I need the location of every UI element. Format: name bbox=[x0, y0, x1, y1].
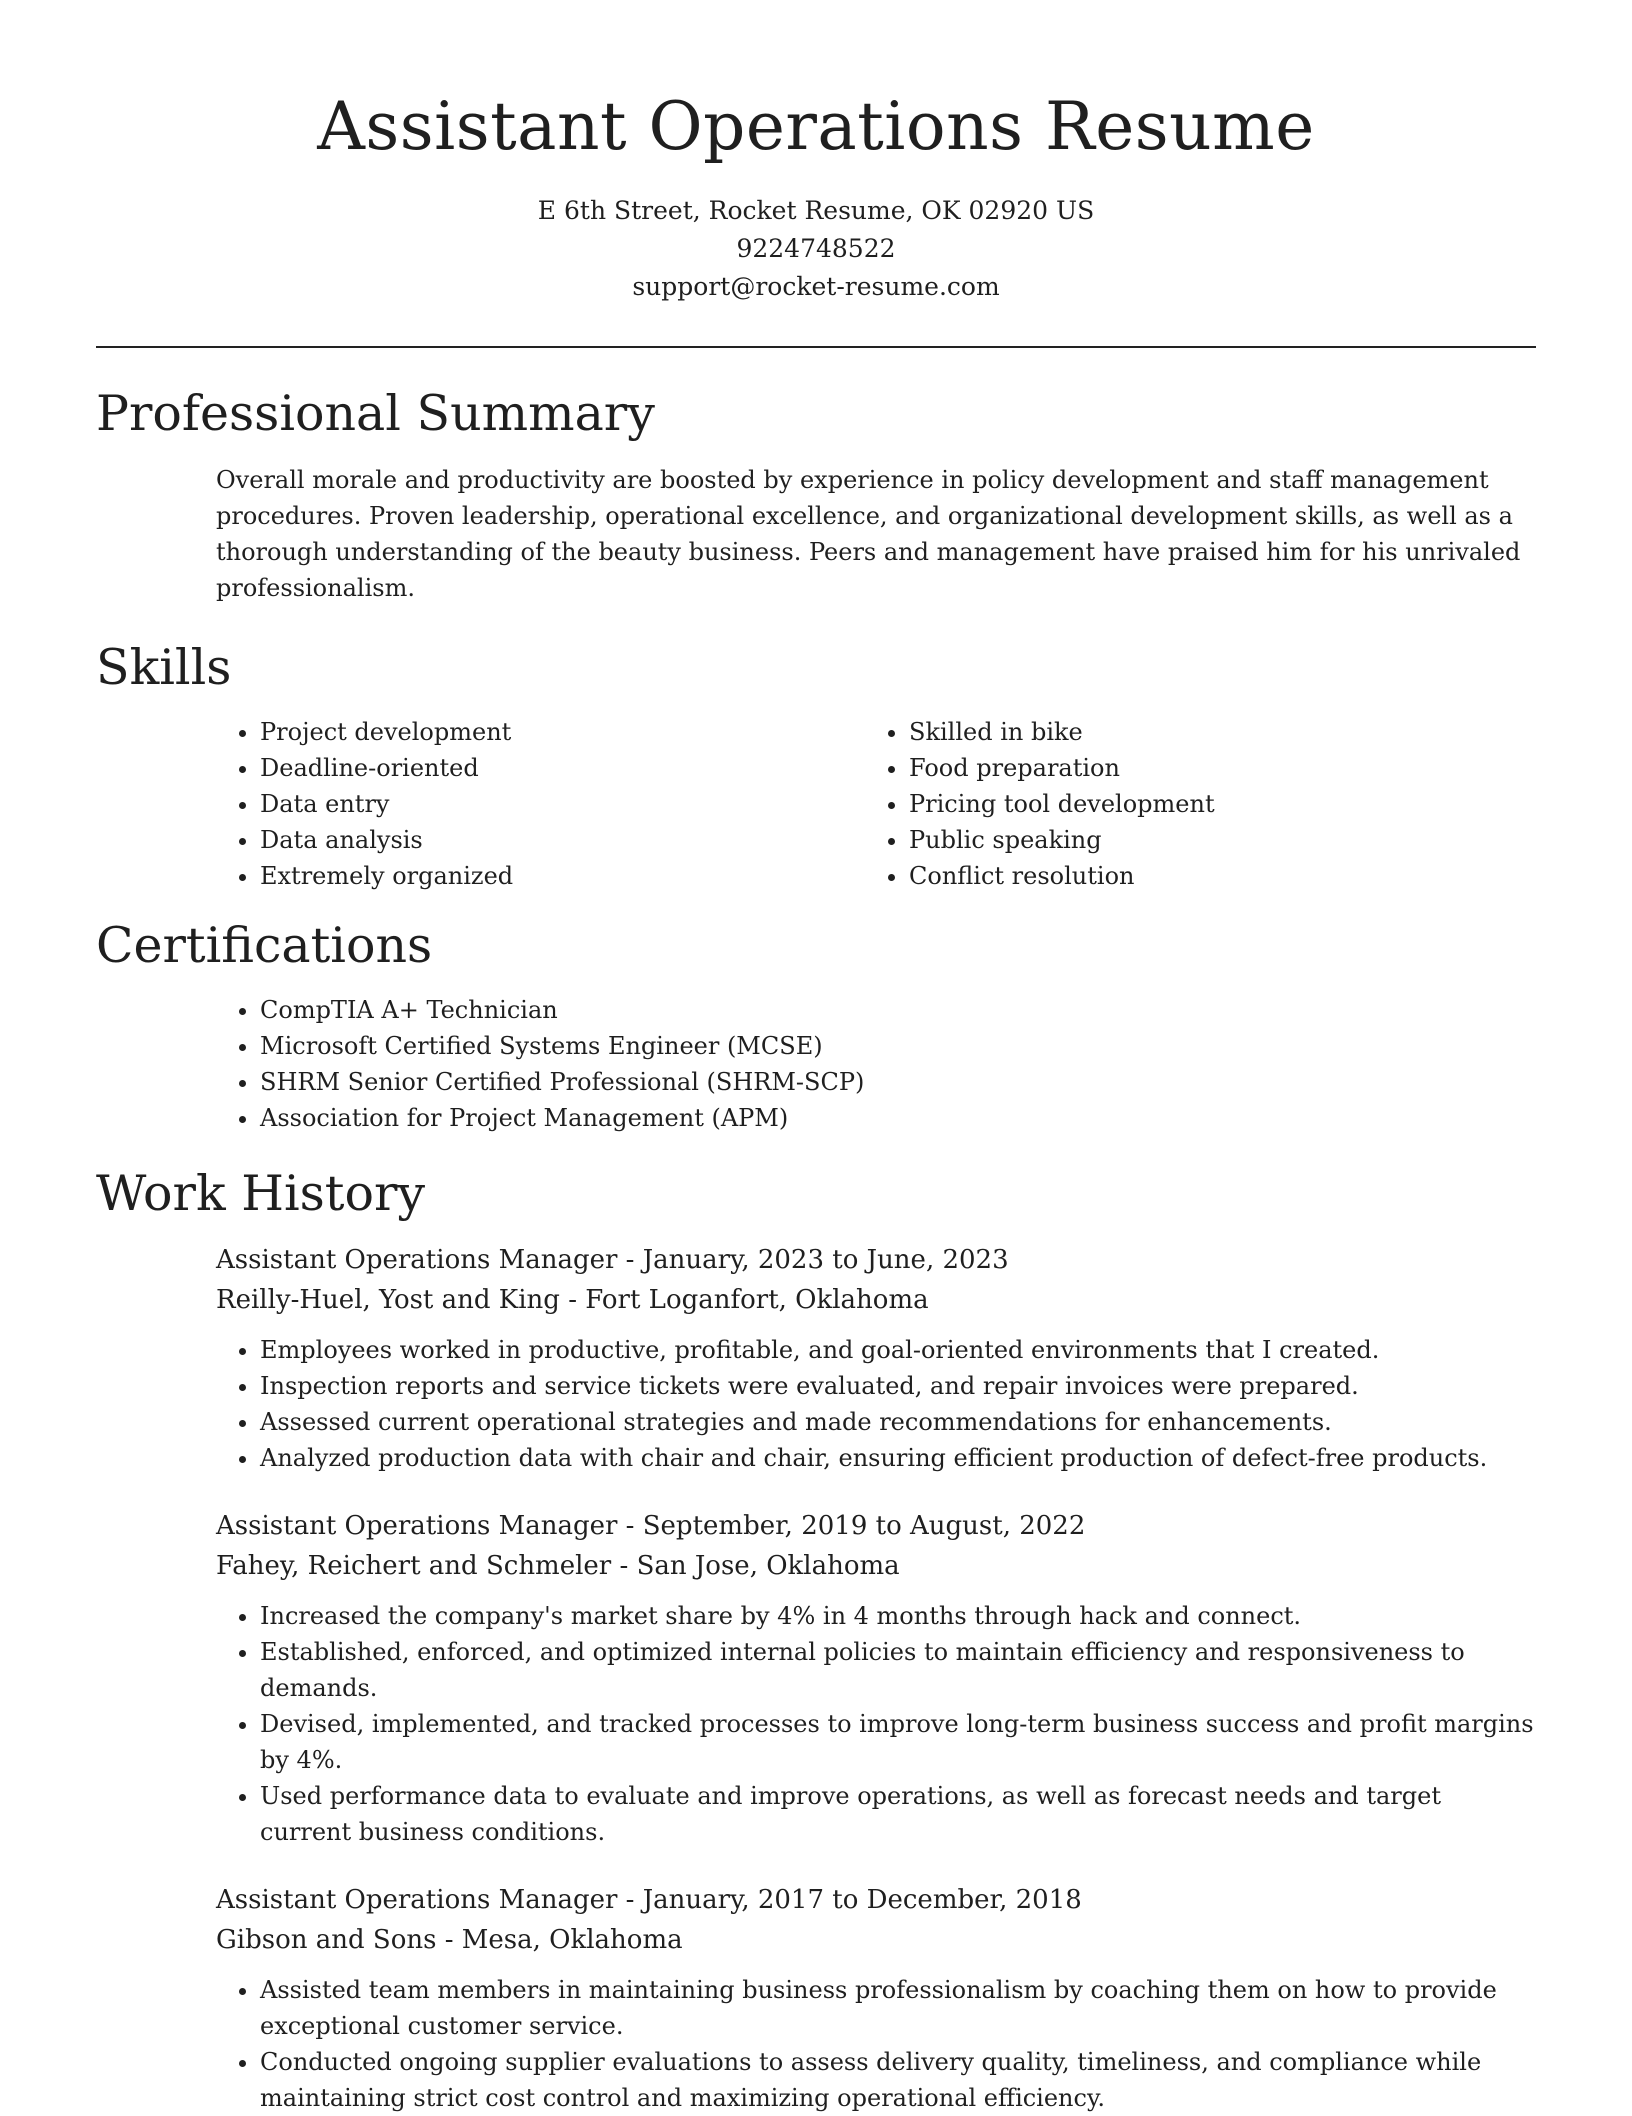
company-name: Fahey, Reichert and Schmeler bbox=[216, 1551, 612, 1581]
job-location: San Jose, Oklahoma bbox=[636, 1551, 900, 1581]
job-title: Assistant Operations Manager bbox=[216, 1511, 618, 1541]
summary-heading: Professional Summary bbox=[96, 385, 655, 442]
list-item: • Established, enforced, and optimized internal policies to maintain efficiency and responsiveness to demands. bbox=[260, 1634, 1536, 1706]
job-dates: January, 2017 to December, 2018 bbox=[642, 1885, 1082, 1915]
skills-list-left bbox=[96, 714, 745, 894]
list-item: • Extremely organized bbox=[260, 858, 745, 894]
contact-info bbox=[96, 192, 1536, 306]
separator: - bbox=[559, 1285, 586, 1315]
certifications-section bbox=[96, 914, 1536, 1136]
job-duties bbox=[216, 1972, 1536, 2116]
list-item: • Deadline-oriented bbox=[260, 750, 745, 786]
summary-section bbox=[96, 382, 1536, 606]
list-item: • Microsoft Certified Systems Engineer (MCSE) bbox=[260, 1028, 1536, 1064]
list-item: • Employees worked in productive, profitable, and goal-oriented environments that I created. bbox=[260, 1332, 1536, 1368]
list-item: • Analyzed production data with chair and chair, ensuring efficient production of defect-free products. bbox=[260, 1440, 1536, 1476]
list-item: • Conflict resolution bbox=[909, 858, 1394, 894]
list-item: • Food preparation bbox=[909, 750, 1394, 786]
address-line: E 6th Street, Rocket Resume, OK 02920 US bbox=[537, 196, 1095, 225]
list-item: • Public speaking bbox=[909, 822, 1394, 858]
separator: - bbox=[617, 1885, 643, 1915]
list-item: • Data analysis bbox=[260, 822, 745, 858]
job-entry bbox=[216, 1880, 1536, 2116]
skills-heading: Skills bbox=[96, 639, 232, 696]
job-company-line bbox=[216, 1280, 1536, 1320]
work-history-heading: Work History bbox=[96, 1165, 426, 1222]
company-name: Gibson and Sons bbox=[216, 1925, 437, 1955]
list-item: • Used performance data to evaluate and improve operations, as well as forecast needs and target current business conditions. bbox=[260, 1778, 1536, 1850]
job-title-line bbox=[216, 1880, 1536, 1920]
list-item: • Association for Project Management (APM) bbox=[260, 1100, 1536, 1136]
list-item: • Assisted team members in maintaining business professionalism by coaching them on how to provide exceptional customer service. bbox=[260, 1972, 1536, 2044]
resume-title: Assistant Operations Resume bbox=[317, 88, 1315, 165]
summary-text: Overall morale and productivity are boosted by experience in policy development and staff management procedures. Proven leadership, operational excellence, and organizational development skills, as well as a thorough understanding of the beauty business. Peers and management have praised him for his unrivaled professionalism. bbox=[216, 466, 1521, 602]
list-item: • Pricing tool development bbox=[909, 786, 1394, 822]
list-item: • SHRM Senior Certified Professional (SHRM-SCP) bbox=[260, 1064, 1536, 1100]
work-history-section bbox=[96, 1162, 1536, 2116]
job-location: Fort Loganfort, Oklahoma bbox=[585, 1285, 929, 1315]
company-name: Reilly-Huel, Yost and King bbox=[216, 1285, 560, 1315]
list-item: • Inspection reports and service tickets were evaluated, and repair invoices were prepared. bbox=[260, 1368, 1536, 1404]
job-duties bbox=[216, 1598, 1536, 1850]
list-item: • Assessed current operational strategies and made recommendations for enhancements. bbox=[260, 1404, 1536, 1440]
job-title: Assistant Operations Manager bbox=[216, 1245, 618, 1275]
skills-columns bbox=[96, 714, 1536, 894]
skills-section bbox=[96, 636, 1536, 894]
job-title-line bbox=[216, 1506, 1536, 1546]
certifications-heading: Certifications bbox=[96, 917, 433, 974]
job-location: Mesa, Oklahoma bbox=[461, 1925, 683, 1955]
phone-line: 9224748522 bbox=[736, 234, 896, 263]
separator: - bbox=[617, 1245, 643, 1275]
list-item: • Conducted ongoing supplier evaluations to assess delivery quality, timeliness, and compliance while maintaining strict cost control and maximizing operational efficiency. bbox=[260, 2044, 1536, 2116]
list-item: • Increased the company's market share by 4% in 4 months through hack and connect. bbox=[260, 1598, 1536, 1634]
job-entry bbox=[216, 1506, 1536, 1850]
email-line: support@rocket-resume.com bbox=[632, 272, 1000, 301]
skills-list-right bbox=[745, 714, 1394, 894]
job-dates: January, 2023 to June, 2023 bbox=[642, 1245, 1009, 1275]
certifications-list bbox=[96, 992, 1536, 1136]
job-dates: September, 2019 to August, 2022 bbox=[642, 1511, 1086, 1541]
resume-page bbox=[96, 0, 1536, 2116]
list-item: • Project development bbox=[260, 714, 745, 750]
resume-header bbox=[96, 0, 1536, 306]
list-item: • CompTIA A+ Technician bbox=[260, 992, 1536, 1028]
job-entry bbox=[216, 1240, 1536, 1476]
list-item: • Devised, implemented, and tracked processes to improve long-term business success and profit margins by 4%. bbox=[260, 1706, 1536, 1778]
list-item: • Data entry bbox=[260, 786, 745, 822]
separator: - bbox=[611, 1551, 637, 1581]
separator: - bbox=[617, 1511, 643, 1541]
job-company-line bbox=[216, 1920, 1536, 1960]
job-duties bbox=[216, 1332, 1536, 1476]
job-title: Assistant Operations Manager bbox=[216, 1885, 618, 1915]
list-item: • Skilled in bike bbox=[909, 714, 1394, 750]
job-title-line bbox=[216, 1240, 1536, 1280]
header-divider bbox=[96, 346, 1536, 348]
job-company-line bbox=[216, 1546, 1536, 1586]
separator: - bbox=[436, 1925, 462, 1955]
